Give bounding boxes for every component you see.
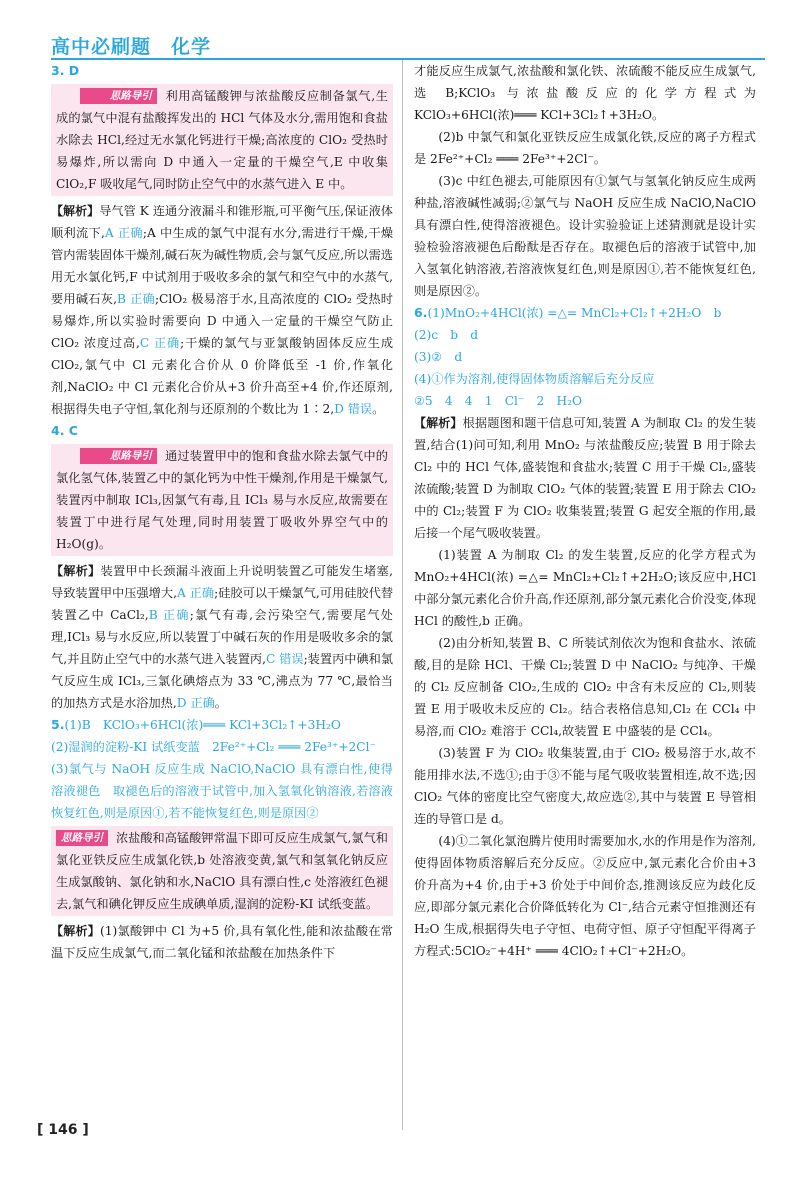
q4-guide-text: 通过装置甲中的饱和食盐水除去氯气中的氯化氢气体,装置乙中的氯化钙为中性干燥剂,作用是干燥氯气,装置丙中制取 ICl₃,因氯气有毒,且 ICl₃ 易与水反应,故需要在装置丁中进行尾气处理,同时用装置丁吸收外界空气中的 H₂O(g)。 — [56, 449, 388, 551]
q4-end: 。 — [214, 696, 227, 710]
q4-mark-d: D 正确 — [176, 696, 215, 710]
jiexi-tag: 【解析】 — [414, 416, 463, 430]
q5-continued-3: (3)c 中红色褪去,可能原因有①氯气与氢氧化钠反应生成两种盐,溶液碱性减弱;②氯气与 NaOH 反应生成 NaClO,NaClO 具有漂白性,使得溶液褪色。设计实验验证上述猜测就是设计实验检验溶液褪色后酚酞是否存在。取褪色后的溶液于试管中,加入氢氧化钠溶液,若溶液恢复红色,则是原因①,若不能恢复红色,则是原因②。 — [414, 174, 756, 298]
q6-answer-5: ②5 4 4 1 Cl⁻ 2 H₂O — [414, 394, 582, 408]
q3-jx-4: ;干燥的氯气与亚氯酸钠固体反应生成 ClO₂,氯气中 Cl 元素化合价从 0 价降低至 -1 价,作氧化剂,NaClO₂ 中 Cl 元素化合价从+3 价升高至+4 价,作还原剂,根据得失电子守恒,氧化剂与还原剂的个数比为 1∶2, — [51, 336, 394, 416]
q5-guide — [51, 826, 393, 916]
q6-explanation-4: (3)装置 F 为 ClO₂ 收集装置,由于 ClO₂ 极易溶于水,故不能用排水法,不选①;由于③不能与尾气吸收装置相连,故不选;因 ClO₂ 气体的密度比空气密度大,故应选②,其中与装置 E 导管相连的导管口是 d。 — [414, 746, 756, 826]
q6-answer-1 — [414, 302, 756, 324]
q3-guide — [51, 84, 393, 196]
q3-explanation — [51, 200, 393, 420]
q3-end: 。 — [372, 402, 385, 416]
q4-jx-2: ;硅胶可以干燥氯气,可用硅胶代替装置乙中 CaCl₂, — [51, 586, 394, 622]
q5-number: 5. — [51, 717, 65, 732]
q3-number: 3. D — [51, 63, 80, 78]
q5-a1: (1)B KClO₃+6HCl(浓)═══ KCl+3Cl₂↑+3H₂O — [64, 718, 341, 732]
q4-jx-4: ;装置丙中碘和氯气反应生成 ICl₃,三氯化碘熔点为 33 ℃,沸点为 77 ℃,最恰当的加热方式是水浴加热, — [51, 652, 394, 710]
q6-answer-4: (4)①作为溶剂,使得固体物质溶解后充分反应 — [414, 372, 655, 386]
q6-explanation-3: (2)由分析知,装置 B、C 所装试剂依次为饱和食盐水、浓硫酸,目的是除 HCl、干燥 Cl₂;装置 D 中 NaClO₂ 与纯净、干燥的 Cl₂ 反应制备 ClO₂,生成的 ClO₂ 中含有未反应的 Cl₂,则装置 E 用于吸收未反应的 Cl₂。结合表格信息知,Cl₂ 在 CCl₄ 中易溶,而 ClO₂ 难溶于 CCl₄,故装置 E 中盛装的是 CCl₄。 — [414, 636, 756, 738]
column-divider — [402, 60, 403, 1130]
page-number: [ 146 ] — [37, 1122, 89, 1138]
q4-number: 4. C — [51, 423, 78, 438]
q6-explanation-2: (1)装置 A 为制取 Cl₂ 的发生装置,反应的化学方程式为 MnO₂+4HCl(浓) =△= MnCl₂+Cl₂↑+2H₂O;该反应中,HCl 中部分氯元素化合价升高,作还原剂,部分氯元素化合价没变,体现 HCl 的酸性,b 正确。 — [414, 548, 756, 628]
q4-mark-c: C 错误 — [265, 652, 304, 666]
q3-mark-c: C 正确 — [139, 336, 181, 350]
q4-mark-a: A 正确 — [176, 586, 215, 600]
q5-answer-3: (3)氯气与 NaOH 反应生成 NaClO,NaClO 具有漂白性,使得溶液褪色 取褪色后的溶液于试管中,加入氢氧化钠溶液,若溶液恢复红色,则是原因①,若不能恢复红色,则是原因② — [51, 762, 393, 820]
q3-mark-a: A 正确 — [104, 226, 143, 240]
jiexi-tag: 【解析】 — [51, 564, 101, 578]
q3-mark-b: B 正确 — [117, 292, 155, 306]
q6-answer-2: (2)c b d — [414, 328, 479, 342]
q3-guide-text: 利用高锰酸钾与浓盐酸反应制备氯气,生成的氯气中混有盐酸挥发出的 HCl 气体及水分,需用饱和食盐水除去 HCl,经过无水氯化钙进行干燥;高浓度的 ClO₂ 受热时易爆炸,所以需向 D 中通入一定量的干燥空气,E 中收集 ClO₂,F 吸收尾气,同时防止空气中的水蒸气进入 E 中。 — [56, 89, 388, 191]
q5-answer-2: (2)湿润的淀粉-KI 试纸变蓝 2Fe²⁺+Cl₂ ═══ 2Fe³⁺+2Cl⁻ — [51, 740, 376, 754]
q6-explanation-5: (4)①二氧化氯泡腾片使用时需要加水,水的作用是作为溶剂,使得固体物质溶解后充分反应。②反应中,氯元素化合价由+3 价升高为+4 价,由于+3 价处于中间价态,推测该反应为歧化反应,即部分氯元素化合价降低转化为 Cl⁻,结合元素守恒推测还有 H₂O 生成,根据得失电子守恒、电荷守恒、原子守恒配平得离子方程式:5ClO₂⁻+4H⁺ ═══ 4ClO₂↑+Cl⁻+2H₂O。 — [414, 834, 756, 958]
guide-tag: 思路导引 — [80, 88, 156, 104]
q6-jx-1: 根据题图和题干信息可知,装置 A 为制取 Cl₂ 的发生装置,结合(1)问可知,利用 MnO₂ 与浓盐酸反应;装置 B 用于除去 Cl₂ 中的 HCl 气体,盛装饱和食盐水;装置 C 用于干燥 Cl₂,盛装浓硫酸;装置 D 为制取 ClO₂ 气体的装置;装置 E 用于除去 ClO₂ 中的 Cl₂;装置 F 为 ClO₂ 收集装置;装置 G 起安全瓶的作用,最后接一个尾气吸收装置。 — [414, 416, 756, 540]
page-header-title: 高中必刷题 化学 — [51, 36, 212, 58]
q6-number: 6. — [414, 305, 428, 320]
guide-tag: 思路导引 — [80, 448, 156, 464]
q5-continued-1: 才能反应生成氯气,浓盐酸和氯化铁、浓硫酸不能反应生成氯气,选 B;KClO₃ 与浓盐酸反应的化学方程式为 KClO₃+6HCl(浓)═══ KCl+3Cl₂↑+3H₂O。 — [414, 64, 756, 122]
q4-jx-1: 装置甲中长颈漏斗液面上升说明装置乙可能发生堵塞,导致装置甲中压强增大, — [51, 564, 393, 600]
q5-answer-1 — [51, 714, 393, 736]
q4-jx-3: ;氯气有毒,会污染空气,需要尾气处理,ICl₃ 易与水反应,所以装置丁中碱石灰的作用是吸收多余的氯气,并且防止空气中的水蒸气进入装置丙, — [51, 608, 393, 666]
guide-tag: 思路导引 — [56, 830, 108, 846]
q6-explanation-1 — [414, 412, 756, 544]
jiexi-tag: 【解析】 — [51, 924, 101, 938]
q6-a1: (1)MnO₂+4HCl(浓) =△= MnCl₂+Cl₂↑+2H₂O b — [427, 306, 722, 320]
q5-explanation — [51, 920, 393, 964]
q4-explanation — [51, 560, 393, 714]
left-column — [51, 60, 393, 964]
jiexi-tag: 【解析】 — [51, 204, 100, 218]
q6-answer-3: (3)② d — [414, 350, 463, 364]
q4-guide — [51, 444, 393, 556]
q3-jx-2: ;A 中生成的氯气中混有水分,需进行干燥,干燥管内需装固体干燥剂,碱石灰为碱性物质,会与氯气反应,所以需选用无水氯化钙,F 中试剂用于吸收多余的氯气和空气中的水蒸气,要用碱石灰, — [51, 226, 394, 306]
q3-jx-1: 导气管 K 连通分液漏斗和锥形瓶,可平衡气压,保证液体顺利流下, — [51, 204, 393, 240]
q3-jx-3: ;ClO₂ 极易溶于水,且高浓度的 ClO₂ 受热时易爆炸,所以实验时需要向 D 中通入一定量的干燥空气防止 ClO₂ 浓度过高, — [51, 292, 393, 350]
q5-guide-text: 浓盐酸和高锰酸钾常温下即可反应生成氯气,氯气和氯化亚铁反应生成氯化铁,b 处溶液变黄,氯气和氢氧化钠反应生成氯酸钠、氯化钠和水,NaClO 具有漂白性,c 处溶液红色褪去,氯气和碘化钾反应生成碘单质,湿润的淀粉-KI 试纸变蓝。 — [56, 831, 388, 911]
q3-mark-d: D 错误 — [334, 402, 373, 416]
q5-continued-2: (2)b 中氯气和氯化亚铁反应生成氯化铁,反应的离子方程式是 2Fe²⁺+Cl₂ ═══ 2Fe³⁺+2Cl⁻。 — [414, 130, 756, 166]
q5-jx-1: (1)氯酸钾中 Cl 为+5 价,具有氧化性,能和浓盐酸在常温下反应生成氯气,而二氧化锰和浓盐酸在加热条件下 — [51, 924, 393, 960]
right-column — [414, 60, 756, 962]
q4-mark-b: B 正确 — [148, 608, 190, 622]
